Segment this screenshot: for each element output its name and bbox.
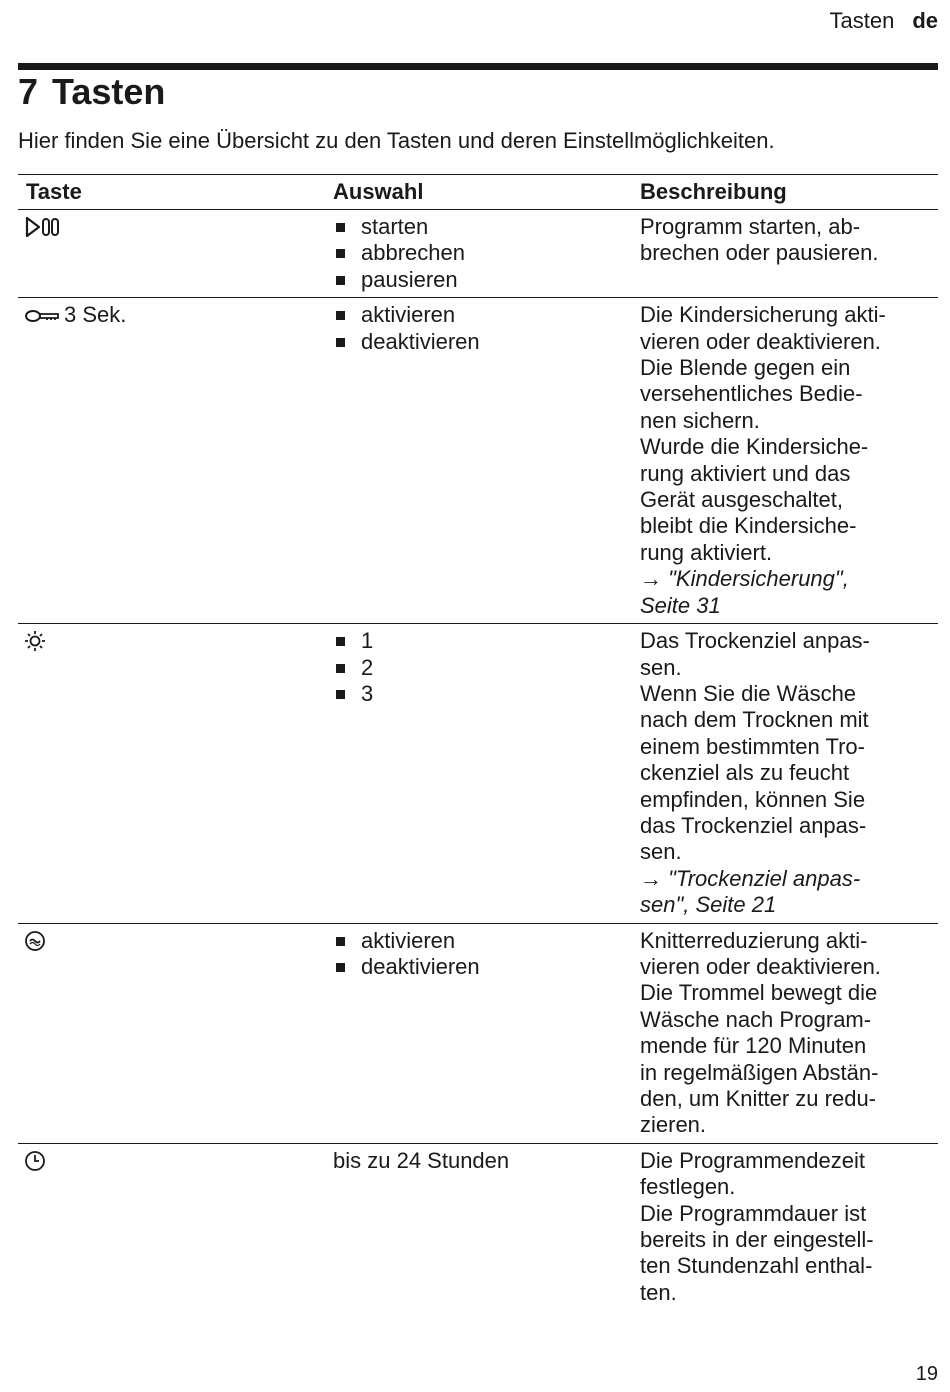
description-line: Die Programmendezeit (640, 1147, 865, 1173)
description-line: den, um Knitter zu redu- (640, 1086, 877, 1111)
chapter-title (18, 70, 165, 114)
description-line: Die Blende gegen ein (640, 355, 851, 381)
description-line: bleibt die Kindersiche- (640, 513, 857, 539)
selection-cell (325, 210, 632, 298)
description-line: das Trockenziel anpas- (640, 812, 867, 838)
description-line: nen sichern. (640, 407, 760, 433)
drying-target-sun-icon (24, 630, 48, 658)
description-cell (632, 210, 938, 298)
description-line: Wäsche nach Program- (640, 1006, 872, 1032)
option-range-text: bis zu 24 Stunden (333, 1147, 510, 1173)
description-line: Die Programmdauer ist (640, 1200, 867, 1226)
column-header-description: Beschreibung (632, 175, 938, 210)
description-line: bereits in der eingestell- (640, 1227, 874, 1253)
option-list (333, 214, 624, 293)
chapter-rule (18, 63, 938, 70)
child-lock-key-icon (24, 304, 60, 332)
description-line: zieren. (640, 1112, 707, 1138)
cross-reference-link[interactable]: sen", Seite 21 (640, 892, 777, 918)
description-line: Programm starten, ab- (640, 214, 861, 239)
option-item: 1 (333, 628, 624, 654)
running-header-section: Tasten (829, 8, 895, 33)
running-header (829, 6, 938, 36)
start-pause-icon (24, 216, 60, 244)
table-row (18, 210, 938, 298)
description-line: Knitterreduzierung akti- (640, 927, 868, 953)
table-row (18, 298, 938, 624)
selection-cell (325, 1143, 632, 1310)
running-header-language: de (912, 8, 938, 33)
description-line: sen. (640, 839, 682, 865)
description-line: festlegen. (640, 1174, 736, 1200)
end-time-clock-icon (24, 1150, 48, 1178)
description-line: versehentliches Bedie- (640, 381, 863, 407)
hold-duration-label: 3 Sek. (64, 302, 127, 328)
intro-text: Hier finden Sie eine Übersicht zu den Tasten und deren Einstellmöglichkeiten. (18, 128, 775, 153)
description-line: in regelmäßigen Abstän- (640, 1059, 879, 1085)
chapter-number: 7 (18, 71, 39, 112)
page-number: 19 (915, 1363, 938, 1385)
option-item: 3 (333, 681, 624, 707)
key-cell (18, 298, 325, 624)
option-item: pausieren (333, 267, 624, 293)
column-header-key: Taste (18, 175, 325, 210)
selection-cell (325, 624, 632, 923)
option-item: starten (333, 214, 624, 240)
column-header-selection: Auswahl (325, 175, 632, 210)
description-line: Gerät ausgeschaltet, (640, 487, 844, 513)
description-line: ckenziel als zu feucht (640, 760, 850, 786)
description-line: empfinden, können Sie (640, 786, 866, 812)
option-item: aktivieren (333, 302, 624, 328)
description-cell (632, 298, 938, 624)
option-item: aktivieren (333, 928, 624, 954)
description-line: Das Trockenziel anpas- (640, 628, 870, 654)
anti-crease-icon (24, 930, 48, 958)
description-cell (632, 923, 938, 1143)
description-line: sen. (640, 654, 682, 680)
description-line: vieren oder deaktivieren. (640, 953, 881, 979)
description-line: nach dem Trocknen mit (640, 707, 869, 733)
cross-reference-link[interactable]: Seite 31 (640, 592, 721, 618)
description-line: Wurde die Kindersiche- (640, 434, 869, 460)
key-cell (18, 210, 325, 298)
description-line: ten Stundenzahl enthal- (640, 1253, 873, 1279)
description-line: Die Kindersicherung akti- (640, 302, 886, 328)
selection-cell (325, 298, 632, 624)
description-cell (632, 624, 938, 923)
description-line: vieren oder deaktivieren. (640, 328, 881, 354)
description-line: rung aktiviert und das (640, 460, 851, 486)
key-cell (18, 1143, 325, 1310)
description-line: brechen oder pausieren. (640, 240, 879, 266)
table-row (18, 1143, 938, 1310)
table-row (18, 624, 938, 923)
description-line: ten. (640, 1279, 677, 1305)
cross-reference-link[interactable]: → "Trockenziel anpas- (640, 865, 861, 891)
selection-cell (325, 923, 632, 1143)
cross-reference-link[interactable]: → "Kindersicherung", (640, 566, 849, 592)
option-list (333, 628, 624, 707)
description-cell (632, 1143, 938, 1310)
option-item: abbrechen (333, 240, 624, 266)
description-line: Die Trommel bewegt die (640, 980, 878, 1006)
option-item: 2 (333, 655, 624, 681)
description-line: einem bestimmten Tro- (640, 733, 865, 759)
option-list (333, 302, 624, 355)
option-list (333, 928, 624, 981)
description-line: rung aktiviert. (640, 539, 773, 565)
table-header-row (18, 175, 938, 210)
description-line: mende für 120 Minuten (640, 1033, 867, 1059)
key-cell (18, 923, 325, 1143)
option-item: deaktivieren (333, 329, 624, 355)
key-cell (18, 624, 325, 923)
chapter-title-text: Tasten (52, 71, 166, 112)
keys-table (18, 174, 938, 1310)
option-item: deaktivieren (333, 954, 624, 980)
table-row (18, 923, 938, 1143)
description-line: Wenn Sie die Wäsche (640, 680, 857, 706)
